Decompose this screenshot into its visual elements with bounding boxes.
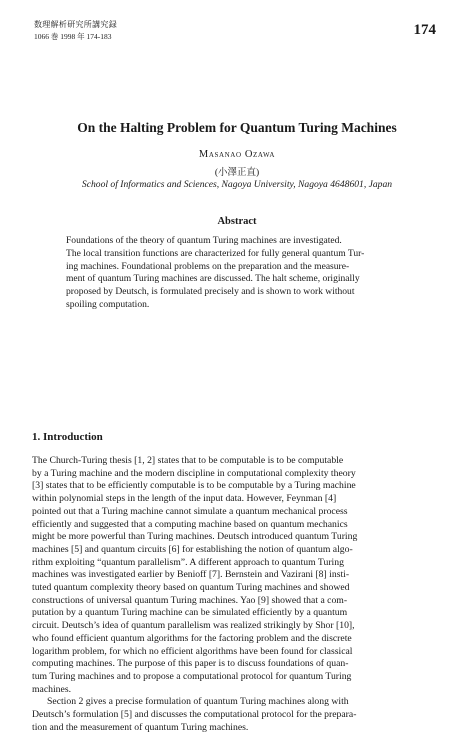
body-line: circuit. Deutsch’s idea of quantum parallelism was realized strikingly by Shor [10], <box>32 620 355 632</box>
abstract-line: ment of quantum Turing machines are discussed. The halt scheme, originally <box>66 273 360 285</box>
body-line: machines [5] and quantum circuits [6] for establishing the notion of quantum algo- <box>32 543 353 555</box>
abstract-line: proposed by Deutsch, is formulated precisely and is shown to work without <box>66 286 355 298</box>
abstract-text <box>66 235 416 312</box>
body-line: tion and the measurement of quantum Turing machines. <box>32 721 249 733</box>
body-line: who found efficient quantum algorithms for the factoring problem and the discrete <box>32 632 352 644</box>
body-line: machines was investigated earlier by Benioff [7]. Bernstein and Vazirani [8] insti- <box>32 569 350 581</box>
body-line: efficiently and suggested that a computing machine based on quantum mechanics <box>32 518 348 530</box>
body-line: rithm exploiting “quantum parallelism”. A different approach to quantum Turing <box>32 556 344 568</box>
body-line: Deutsch’s formulation [5] and discusses the computational protocol for the prepara- <box>32 709 357 721</box>
abstract-line: The local transition functions are characterized for fully general quantum Tur- <box>66 247 365 259</box>
body-line: logarithm problem, for which no efficient algorithms have been found for classical <box>32 645 353 657</box>
series-title: 数理解析研究所講究録 <box>34 20 117 29</box>
page-number: 174 <box>413 22 436 38</box>
abstract-line: Foundations of the theory of quantum Turing machines are investigated. <box>66 235 342 246</box>
body-line: by a Turing machine and the modern discipline in computational complexity theory <box>32 467 356 479</box>
body-line: tuted quantum complexity theory based on quantum Turing machines and showed <box>32 582 350 594</box>
body-line: machines. <box>32 683 72 695</box>
introduction-body <box>32 455 440 734</box>
author-kanji: (小澤正直) <box>214 168 260 178</box>
body-line: putation by a quantum Turing machine can be simulated efficiently by a quantum <box>32 607 348 619</box>
body-line: tum Turing machines and to propose a computational protocol for quantum Turing <box>32 670 352 682</box>
body-line: within polynomial steps in the length of the input data. However, Feynman [4] <box>32 493 337 505</box>
author-name: Masanao Ozawa <box>198 149 276 160</box>
body-line: constructions of universal quantum Turing machines. Yao [9] showed that a com- <box>32 594 348 606</box>
body-line: computing machines. The purpose of this paper is to discuss foundations of quan- <box>32 658 349 670</box>
section-heading: 1. Introduction <box>32 431 103 443</box>
abstract-heading: Abstract <box>217 216 257 227</box>
body-line: pointed out that a Turing machine cannot simulate a quantum mechanical process <box>32 505 348 517</box>
abstract-line: spoiling computation. <box>66 298 150 310</box>
body-line: [3] states that to be efficiently computable is to be computable by a Turing machine <box>32 480 356 492</box>
body-line: The Church-Turing thesis [1, 2] states that to be computable is to be computable <box>32 455 344 466</box>
abstract-line: ing machines. Foundational problems on the preparation and the measure- <box>66 260 350 272</box>
body-line: might be more powerful than Turing machines. Deutsch introduced quantum Turing <box>32 531 358 543</box>
affiliation: School of Informatics and Sciences, Nagoya University, Nagoya 4648601, Japan <box>81 179 393 190</box>
paper-title: On the Halting Problem for Quantum Turing Machines <box>77 120 397 135</box>
body-line: Section 2 gives a precise formulation of quantum Turing machines along with <box>47 696 349 708</box>
volume-info: 1066 巻 1998 年 174-183 <box>34 32 112 41</box>
